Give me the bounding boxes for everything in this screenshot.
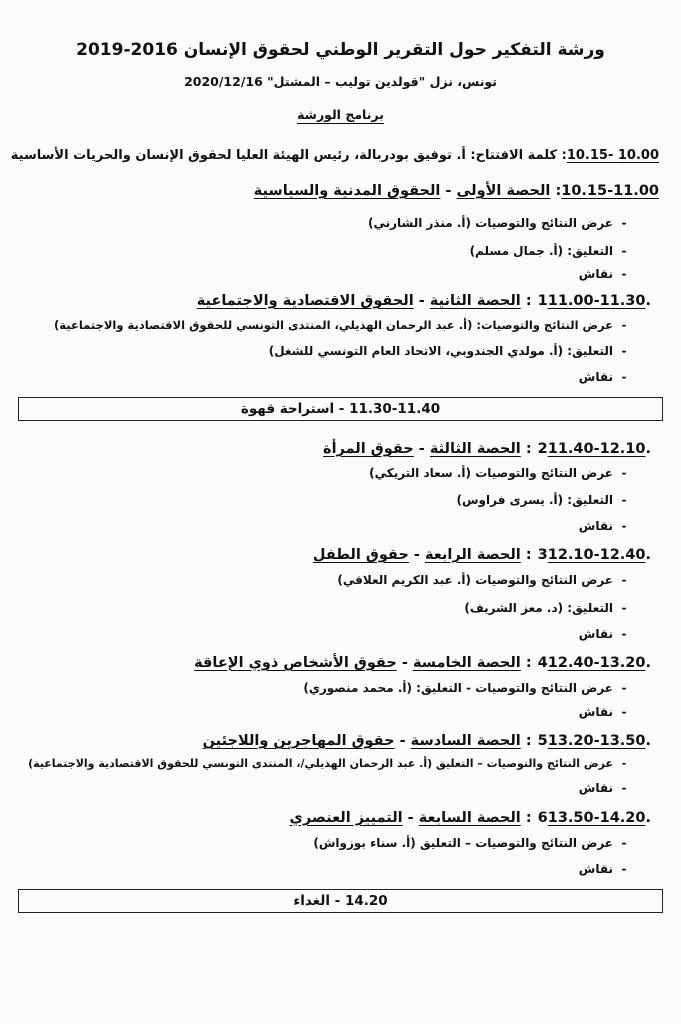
bullet-dash: - xyxy=(621,318,627,332)
session-item-text: نقاش xyxy=(578,267,613,281)
session-item xyxy=(578,370,627,384)
session-number: .6 xyxy=(537,810,651,826)
session-number: .3 xyxy=(537,547,651,563)
session-item-text: عرض النتائج والتوصيات – التعليق (أ. عبد الرحمان الهذيلي/، المنتدى التونسي للحقوق الاقتصادية والاجتماعية) xyxy=(28,757,613,770)
session-topic: حقوق الطفل xyxy=(312,547,409,563)
program-heading xyxy=(0,107,681,122)
bullet-dash: - xyxy=(621,627,627,641)
bullet-dash: - xyxy=(621,862,627,876)
session-name: الحصة السابعة xyxy=(418,810,521,826)
session-name: الحصة الثانية xyxy=(429,293,521,309)
bullet-dash: - xyxy=(621,244,627,258)
session-item-text: عرض النتائج والتوصيات – التعليق (أ. سناء بوزواش) xyxy=(313,836,613,850)
session-name: الحصة السادسة xyxy=(410,733,521,749)
bullet-dash: - xyxy=(621,757,627,770)
session-item xyxy=(578,705,627,719)
coffee-break-box: 11.30-11.40 - استراحة قهوة xyxy=(18,397,663,421)
session-topic: الحقوق الاقتصادية والاجتماعية xyxy=(196,293,414,309)
opening-text: كلمة الافتتاح: أ. توفيق بودربالة، رئيس الهيئة العليا لحقوق الإنسان والحريات الأساسية xyxy=(10,148,558,163)
session-time: 12.10-12.40 xyxy=(547,547,646,563)
opening-time: 10.00 -10.15 xyxy=(566,148,659,163)
lunch-box: 14.20 - الغداء xyxy=(18,889,663,913)
session-item-text: عرض النتائج والتوصيات (أ. سعاد التريكي) xyxy=(369,466,613,480)
bullet-dash: - xyxy=(621,781,627,795)
bullet-dash: - xyxy=(621,493,627,507)
session-item-text: التعليق: (أ. يسرى فراوس) xyxy=(456,493,613,507)
session-heading: .111.00-11.30: الحصة الثانية - الحقوق الاقتصادية والاجتماعية xyxy=(196,293,651,309)
bullet-dash: - xyxy=(621,705,627,719)
bullet-dash: - xyxy=(621,836,627,850)
session-number: .2 xyxy=(537,441,651,457)
document-subtitle: تونس، نزل "قولدين توليب – المشتل" 2020/12/16 xyxy=(184,74,497,89)
session-item-text: نقاش xyxy=(578,705,613,719)
bullet-dash: - xyxy=(621,601,627,615)
session-time: 11.00-11.30 xyxy=(547,293,646,309)
session-item-text: عرض النتائج والتوصيات - التعليق: (أ. محمد منصوري) xyxy=(303,681,613,695)
session-item xyxy=(578,519,627,533)
session-item-text: عرض النتائج والتوصيات: (أ. عبد الرحمان الهذيلي، المنتدى التونسي للحقوق الاقتصادية والاجتماعية) xyxy=(54,318,613,332)
session-name: الحصة الخامسة xyxy=(412,655,521,671)
session-time: 11.40-12.10 xyxy=(547,441,646,457)
session-item xyxy=(464,601,627,615)
session-time: 13.20-13.50 xyxy=(547,733,646,749)
bullet-dash: - xyxy=(621,466,627,480)
bullet-dash: - xyxy=(621,681,627,695)
session-topic: حقوق المهاجرين واللاجئين xyxy=(202,733,395,749)
session-number: .5 xyxy=(537,733,651,749)
session-time: 13.50-14.20 xyxy=(547,810,646,826)
session-topic: التمييز العنصري xyxy=(289,810,403,826)
session-item xyxy=(456,493,627,507)
session-name: الحصة الأولى xyxy=(456,183,551,199)
session-item xyxy=(54,318,627,332)
session-item xyxy=(578,627,627,641)
session-number: .1 xyxy=(537,293,651,309)
session-item-text: عرض النتائج والتوصيات (أ. عبد الكريم العلاقي) xyxy=(337,573,613,587)
session-heading: .613.50-14.20: الحصة السابعة - التمييز العنصري xyxy=(289,810,651,826)
bullet-dash: - xyxy=(621,370,627,384)
session-item-text: عرض النتائج والتوصيات (أ. منذر الشارني) xyxy=(367,216,613,230)
session-heading: 10.15-11.00: الحصة الأولى - الحقوق المدنية والسياسية xyxy=(253,183,659,199)
session-heading: .312.10-12.40: الحصة الرابعة - حقوق الطفل xyxy=(312,547,651,563)
session-item xyxy=(469,244,627,258)
session-topic: حقوق الأشخاص ذوي الإعاقة xyxy=(194,655,397,671)
session-item-text: نقاش xyxy=(578,370,613,384)
session-topic: حقوق المرأة xyxy=(323,441,414,457)
session-item xyxy=(367,216,627,230)
session-item-text: التعليق: (أ. مولدي الجندوبي، الاتحاد العام التونسي للشغل) xyxy=(268,344,613,358)
session-item xyxy=(337,573,627,587)
session-item xyxy=(578,862,627,876)
session-topic: الحقوق المدنية والسياسية xyxy=(253,183,441,199)
session-item-text: نقاش xyxy=(578,781,613,795)
session-item-text: نقاش xyxy=(578,627,613,641)
session-item xyxy=(28,757,627,770)
session-item-text: التعليق: (أ. جمال مسلم) xyxy=(469,244,613,258)
session-heading: .412.40-13.20: الحصة الخامسة - حقوق الأشخاص ذوي الإعاقة xyxy=(194,655,651,671)
bullet-dash: - xyxy=(621,216,627,230)
opening-line: 10.00 -10.15: كلمة الافتتاح: أ. توفيق بودربالة، رئيس الهيئة العليا لحقوق الإنسان والحريات الأساسية xyxy=(10,148,659,163)
session-item xyxy=(303,681,627,695)
session-item xyxy=(578,267,627,281)
session-heading: .513.20-13.50: الحصة السادسة - حقوق المهاجرين واللاجئين xyxy=(202,733,651,749)
session-name: الحصة الرابعة xyxy=(424,547,521,563)
session-time: 12.40-13.20 xyxy=(547,655,646,671)
session-item xyxy=(268,344,627,358)
bullet-dash: - xyxy=(621,344,627,358)
session-item xyxy=(369,466,627,480)
session-time: 10.15-11.00 xyxy=(561,183,659,199)
session-item-text: التعليق: (د. معز الشريف) xyxy=(464,601,613,615)
session-item xyxy=(578,781,627,795)
bullet-dash: - xyxy=(621,573,627,587)
program-label: برنامج الورشة xyxy=(297,107,384,122)
session-item-text: نقاش xyxy=(578,519,613,533)
bullet-dash: - xyxy=(621,267,627,281)
session-item-text: نقاش xyxy=(578,862,613,876)
session-name: الحصة الثالثة xyxy=(429,441,521,457)
session-item xyxy=(313,836,627,850)
document-title: ورشة التفكير حول التقرير الوطني لحقوق الإنسان 2016-2019 xyxy=(76,40,605,60)
bullet-dash: - xyxy=(621,519,627,533)
session-heading: .211.40-12.10: الحصة الثالثة - حقوق المرأة xyxy=(323,441,651,457)
session-number: .4 xyxy=(537,655,651,671)
